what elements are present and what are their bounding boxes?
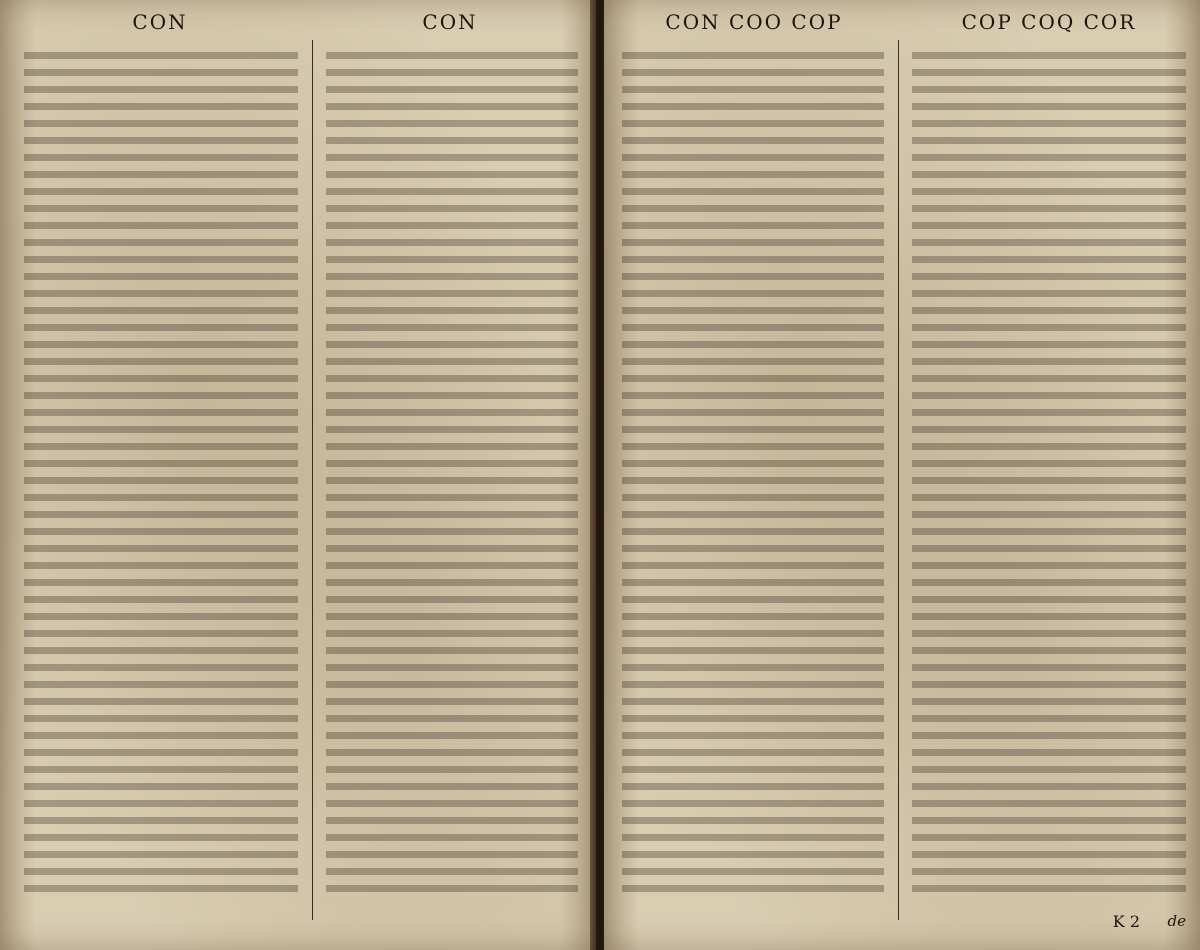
column-text-block bbox=[622, 46, 884, 894]
signature-mark: K 2 bbox=[1112, 912, 1140, 931]
column-text-block bbox=[326, 46, 578, 894]
right-column-2 bbox=[904, 40, 1194, 900]
column-rule bbox=[312, 40, 313, 920]
running-head-left-col2: CON bbox=[422, 10, 478, 34]
column-rule bbox=[898, 40, 899, 920]
catchword: de bbox=[1167, 912, 1186, 930]
running-head-left-col1: CON bbox=[132, 10, 188, 34]
left-page bbox=[0, 0, 596, 950]
running-head-right-col2: COP COQ COR bbox=[961, 10, 1137, 34]
left-column-1 bbox=[16, 40, 306, 900]
column-text-block bbox=[24, 46, 298, 894]
right-page bbox=[604, 0, 1200, 950]
column-text-block bbox=[912, 46, 1186, 894]
running-head-right-col1: CON COO COP bbox=[665, 10, 843, 34]
left-column-2 bbox=[318, 40, 586, 900]
right-column-1 bbox=[614, 40, 892, 900]
